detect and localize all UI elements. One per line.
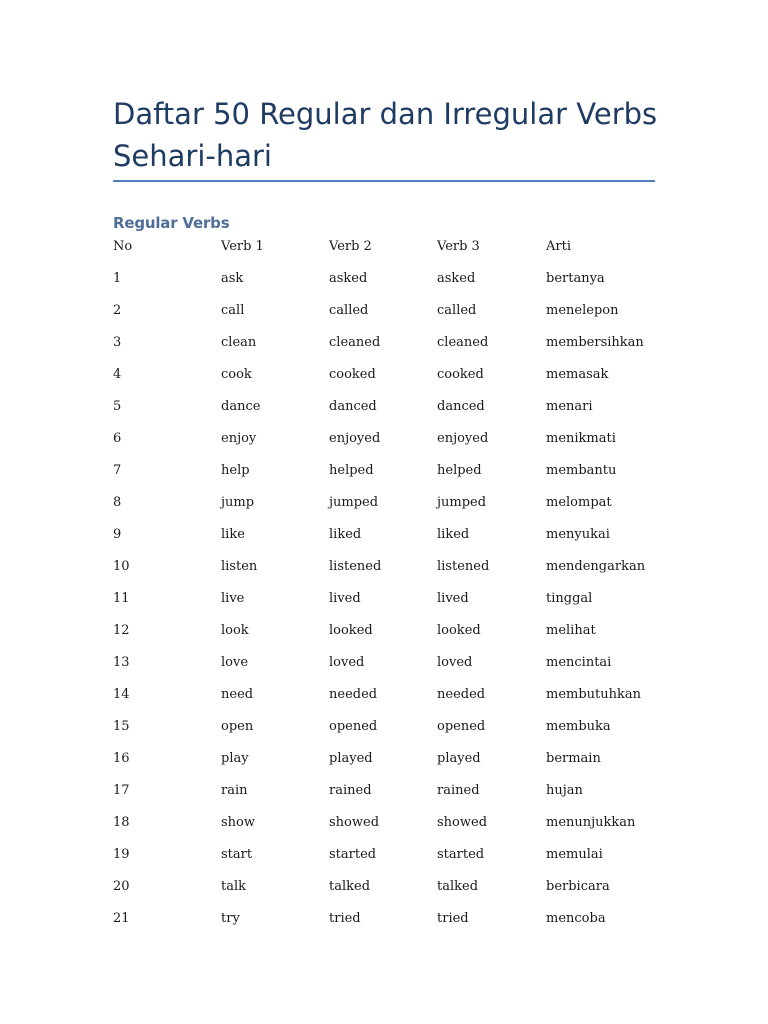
header-verb-3: Verb 3 (437, 239, 480, 254)
cell-verb-3: tried (437, 911, 469, 926)
table-row (113, 295, 655, 327)
table-row (113, 359, 655, 391)
cell-verb-2: opened (329, 719, 378, 734)
cell-verb-1: rain (221, 783, 248, 798)
cell-no: 10 (113, 559, 130, 574)
table-row (113, 679, 655, 711)
cell-verb-1: help (221, 463, 250, 478)
cell-arti: berbicara (546, 879, 610, 894)
cell-arti: menelepon (546, 303, 619, 318)
cell-no: 4 (113, 367, 122, 382)
cell-verb-1: ask (221, 271, 244, 286)
cell-arti: bertanya (546, 271, 605, 286)
cell-no: 3 (113, 335, 122, 350)
cell-arti: melompat (546, 495, 612, 510)
cell-no: 17 (113, 783, 130, 798)
cell-no: 8 (113, 495, 122, 510)
cell-verb-3: loved (437, 655, 473, 670)
cell-arti: hujan (546, 783, 583, 798)
header-arti: Arti (546, 239, 571, 254)
cell-no: 16 (113, 751, 130, 766)
cell-arti: bermain (546, 751, 601, 766)
cell-arti: memasak (546, 367, 609, 382)
cell-no: 11 (113, 591, 130, 606)
table-row (113, 551, 655, 583)
cell-verb-2: cleaned (329, 335, 381, 350)
cell-verb-1: talk (221, 879, 247, 894)
table-header-row (113, 231, 655, 263)
cell-verb-3: lived (437, 591, 469, 606)
cell-verb-1: open (221, 719, 254, 734)
cell-no: 6 (113, 431, 122, 446)
table-row (113, 487, 655, 519)
cell-no: 14 (113, 687, 130, 702)
table-row (113, 871, 655, 903)
cell-verb-2: looked (329, 623, 373, 638)
cell-verb-3: listened (437, 559, 490, 574)
cell-verb-3: talked (437, 879, 479, 894)
cell-verb-2: liked (329, 527, 362, 542)
regular-verbs-table (113, 231, 655, 935)
table-body (113, 263, 655, 935)
table-row (113, 711, 655, 743)
cell-verb-2: played (329, 751, 373, 766)
cell-verb-3: enjoyed (437, 431, 489, 446)
cell-verb-1: love (221, 655, 249, 670)
cell-verb-3: started (437, 847, 485, 862)
table-row (113, 903, 655, 935)
cell-verb-2: jumped (329, 495, 379, 510)
cell-verb-3: rained (437, 783, 480, 798)
cell-no: 9 (113, 527, 122, 542)
table-row (113, 263, 655, 295)
cell-verb-2: danced (329, 399, 377, 414)
cell-verb-2: called (329, 303, 369, 318)
cell-arti: membuka (546, 719, 611, 734)
cell-verb-2: asked (329, 271, 368, 286)
cell-arti: membantu (546, 463, 617, 478)
cell-verb-2: cooked (329, 367, 376, 382)
table-row (113, 775, 655, 807)
cell-verb-1: live (221, 591, 245, 606)
cell-no: 18 (113, 815, 130, 830)
document-title (113, 93, 673, 177)
table-row (113, 391, 655, 423)
table-row (113, 839, 655, 871)
cell-verb-3: played (437, 751, 481, 766)
cell-no: 19 (113, 847, 130, 862)
cell-verb-1: clean (221, 335, 257, 350)
cell-verb-3: called (437, 303, 477, 318)
cell-no: 2 (113, 303, 122, 318)
cell-verb-3: needed (437, 687, 486, 702)
cell-verb-1: play (221, 751, 249, 766)
cell-verb-1: like (221, 527, 245, 542)
cell-verb-3: looked (437, 623, 481, 638)
table-row (113, 807, 655, 839)
cell-verb-2: showed (329, 815, 380, 830)
cell-arti: mencoba (546, 911, 606, 926)
cell-no: 13 (113, 655, 130, 670)
cell-arti: menikmati (546, 431, 616, 446)
cell-verb-1: look (221, 623, 249, 638)
cell-verb-3: showed (437, 815, 488, 830)
table-row (113, 519, 655, 551)
cell-verb-3: jumped (437, 495, 487, 510)
cell-verb-2: started (329, 847, 377, 862)
cell-no: 20 (113, 879, 130, 894)
table-row (113, 615, 655, 647)
header-verb-2: Verb 2 (329, 239, 372, 254)
table-row (113, 455, 655, 487)
cell-verb-1: jump (221, 495, 255, 510)
table-row (113, 423, 655, 455)
cell-verb-2: listened (329, 559, 382, 574)
cell-verb-3: opened (437, 719, 486, 734)
cell-arti: membersihkan (546, 335, 644, 350)
cell-arti: melihat (546, 623, 596, 638)
cell-verb-1: enjoy (221, 431, 257, 446)
cell-verb-1: start (221, 847, 253, 862)
cell-arti: menunjukkan (546, 815, 636, 830)
cell-arti: membutuhkan (546, 687, 642, 702)
cell-arti: menyukai (546, 527, 610, 542)
cell-verb-1: show (221, 815, 255, 830)
cell-verb-2: loved (329, 655, 365, 670)
cell-no: 15 (113, 719, 130, 734)
title-line-1: Daftar 50 Regular dan Irregular Verbs (113, 97, 658, 131)
cell-no: 7 (113, 463, 122, 478)
cell-verb-2: rained (329, 783, 372, 798)
cell-verb-3: asked (437, 271, 476, 286)
table-row (113, 327, 655, 359)
cell-verb-1: dance (221, 399, 261, 414)
title-underline-rule (113, 180, 655, 182)
cell-verb-1: call (221, 303, 245, 318)
table-row (113, 743, 655, 775)
cell-verb-2: tried (329, 911, 361, 926)
title-line-2: Sehari-hari (113, 139, 272, 173)
cell-verb-3: danced (437, 399, 485, 414)
cell-verb-2: helped (329, 463, 374, 478)
cell-verb-3: liked (437, 527, 470, 542)
cell-verb-2: enjoyed (329, 431, 381, 446)
cell-verb-2: talked (329, 879, 371, 894)
cell-no: 21 (113, 911, 130, 926)
section-heading-regular-verbs: Regular Verbs (113, 214, 230, 232)
cell-verb-2: needed (329, 687, 378, 702)
cell-arti: mendengarkan (546, 559, 646, 574)
cell-verb-1: cook (221, 367, 252, 382)
cell-verb-1: listen (221, 559, 258, 574)
cell-verb-3: cooked (437, 367, 484, 382)
header-no: No (113, 239, 133, 254)
cell-no: 12 (113, 623, 130, 638)
cell-no: 1 (113, 271, 122, 286)
cell-arti: memulai (546, 847, 603, 862)
table-row (113, 647, 655, 679)
cell-verb-3: helped (437, 463, 482, 478)
cell-verb-1: need (221, 687, 254, 702)
cell-no: 5 (113, 399, 122, 414)
header-verb-1: Verb 1 (221, 239, 264, 254)
cell-arti: menari (546, 399, 593, 414)
cell-arti: mencintai (546, 655, 612, 670)
cell-verb-3: cleaned (437, 335, 489, 350)
table-row (113, 583, 655, 615)
cell-verb-1: try (221, 911, 240, 926)
cell-verb-2: lived (329, 591, 361, 606)
cell-arti: tinggal (546, 591, 593, 606)
